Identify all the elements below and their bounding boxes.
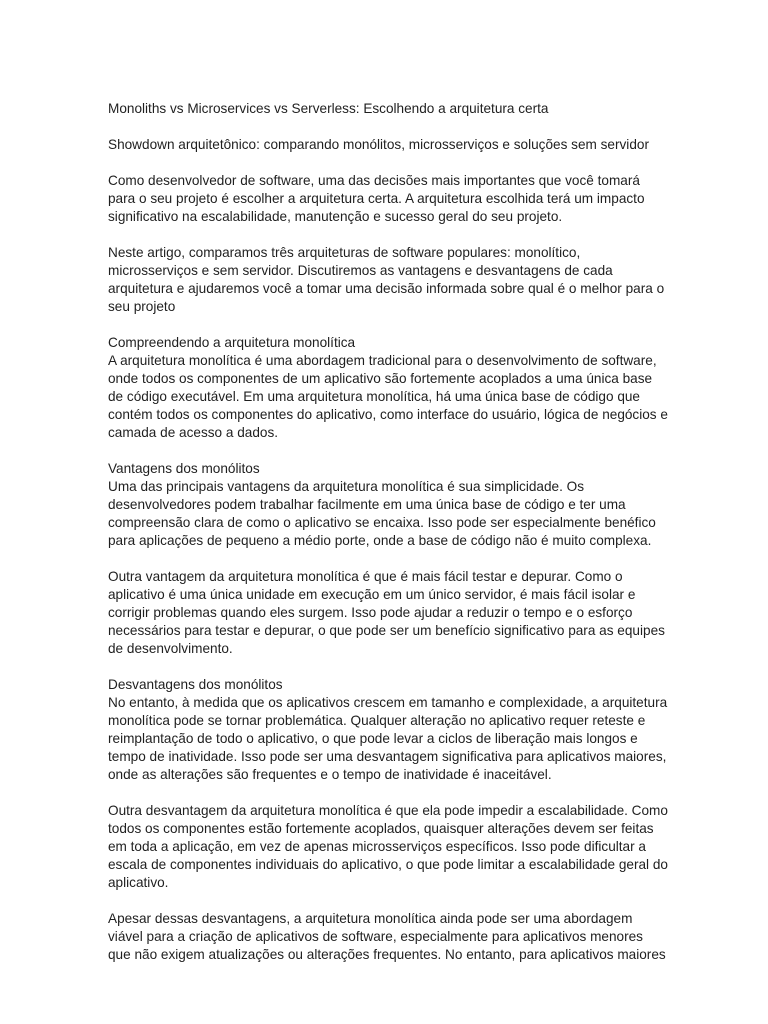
text-line: monolítica pode se tornar problemática. Qualquer alteração no aplicativo requer reteste e — [108, 713, 646, 728]
text-line: para o seu projeto é escolher a arquitetura certa. A arquitetura escolhida terá um impacto — [108, 191, 645, 206]
text-line: seu projeto — [108, 299, 176, 314]
monolithic-section — [108, 334, 698, 442]
text-line: A arquitetura monolítica é uma abordagem tradicional para o desenvolvimento de software, — [108, 353, 657, 368]
text-line: necessários para testar e depurar, o que pode ser um benefício significativo para as equipes — [108, 623, 665, 638]
paragraph-gap — [108, 550, 698, 568]
scalability-paragraph — [108, 802, 698, 892]
text-line: onde as alterações são frequentes e o tempo de inatividade é inaceitável. — [108, 767, 552, 782]
text-line: Como desenvolvedor de software, uma das decisões mais importantes que você tomará — [108, 173, 640, 188]
text-line: todos os componentes estão fortemente acoplados, quaisquer alterações devem ser feitas — [108, 821, 654, 836]
document-page — [108, 100, 698, 964]
paragraph-gap — [108, 226, 698, 244]
document-title — [108, 100, 698, 118]
section-heading: Compreendendo a arquitetura monolítica — [108, 335, 356, 350]
intro-paragraph — [108, 172, 698, 226]
text-line: Uma das principais vantagens da arquitetura monolítica é sua simplicidade. Os — [108, 479, 585, 494]
section-heading: Vantagens dos monólitos — [108, 461, 260, 476]
paragraph-gap — [108, 784, 698, 802]
paragraph-gap — [108, 658, 698, 676]
document-subtitle — [108, 136, 698, 154]
text-line: aplicativo é uma única unidade em execução em um único servidor, é mais fácil isolar e — [108, 587, 636, 602]
text-line: de desenvolvimento. — [108, 641, 233, 656]
paragraph-gap — [108, 442, 698, 460]
text-line: onde todos os componentes de um aplicativo são fortemente acoplados a uma única base — [108, 371, 653, 386]
text-line: microsserviços e sem servidor. Discutiremos as vantagens e desvantagens de cada — [108, 263, 613, 278]
testing-paragraph — [108, 568, 698, 658]
text-line: No entanto, à medida que os aplicativos crescem em tamanho e complexidade, a arquitetura — [108, 695, 668, 710]
text-line: compreensão clara de como o aplicativo se encaixa. Isso pode ser especialmente benéfico — [108, 515, 656, 530]
text-line: escala de componentes individuais do aplicativo, o que pode limitar a escalabilidade geral do — [108, 857, 668, 872]
text-line: arquitetura e ajudaremos você a tomar uma decisão informada sobre qual é o melhor para o — [108, 281, 665, 296]
article-overview-paragraph — [108, 244, 698, 316]
text-line: que não exigem atualizações ou alterações frequentes. No entanto, para aplicativos maiores — [108, 947, 666, 962]
paragraph-gap — [108, 892, 698, 910]
text-line: aplicativo. — [108, 875, 169, 890]
text-line: Neste artigo, comparamos três arquiteturas de software populares: monolítico, — [108, 245, 581, 260]
text-line: Outra desvantagem da arquitetura monolítica é que ela pode impedir a escalabilidade. Como — [108, 803, 668, 818]
conclusion-paragraph — [108, 910, 698, 964]
text-line: Monoliths vs Microservices vs Serverless: Escolhendo a arquitetura certa — [108, 101, 549, 116]
text-line: viável para a criação de aplicativos de software, especialmente para aplicativos menores — [108, 929, 643, 944]
text-line: Showdown arquitetônico: comparando monólitos, microsserviços e soluções sem servidor — [108, 137, 649, 152]
disadvantages-section — [108, 676, 698, 784]
paragraph-gap — [108, 154, 698, 172]
advantages-section — [108, 460, 698, 550]
text-line: Apesar dessas desvantagens, a arquitetura monolítica ainda pode ser uma abordagem — [108, 911, 633, 926]
text-line: tempo de inatividade. Isso pode ser uma desvantagem significativa para aplicativos maiores, — [108, 749, 667, 764]
text-line: de código executável. Em uma arquitetura monolítica, há uma única base de código que — [108, 389, 640, 404]
text-line: camada de acesso a dados. — [108, 425, 279, 440]
text-line: para aplicações de pequeno a médio porte, onde a base de código não é muito complexa. — [108, 533, 652, 548]
text-line: significativo na escalabilidade, manutenção e sucesso geral do seu projeto. — [108, 209, 563, 224]
paragraph-gap — [108, 118, 698, 136]
text-line: desenvolvedores podem trabalhar facilmente em uma única base de código e ter uma — [108, 497, 626, 512]
paragraph-gap — [108, 316, 698, 334]
text-line: corrigir problemas quando eles surgem. Isso pode ajudar a reduzir o tempo e o esforço — [108, 605, 633, 620]
text-line: reimplantação de todo o aplicativo, o que pode levar a ciclos de liberação mais longos e — [108, 731, 638, 746]
text-line: Outra vantagem da arquitetura monolítica é que é mais fácil testar e depurar. Como o — [108, 569, 623, 584]
section-heading: Desvantagens dos monólitos — [108, 677, 283, 692]
text-line: em toda a aplicação, em vez de apenas microsserviços específicos. Isso pode dificultar a — [108, 839, 646, 854]
text-line: contém todos os componentes do aplicativo, como interface do usuário, lógica de negócios e — [108, 407, 668, 422]
